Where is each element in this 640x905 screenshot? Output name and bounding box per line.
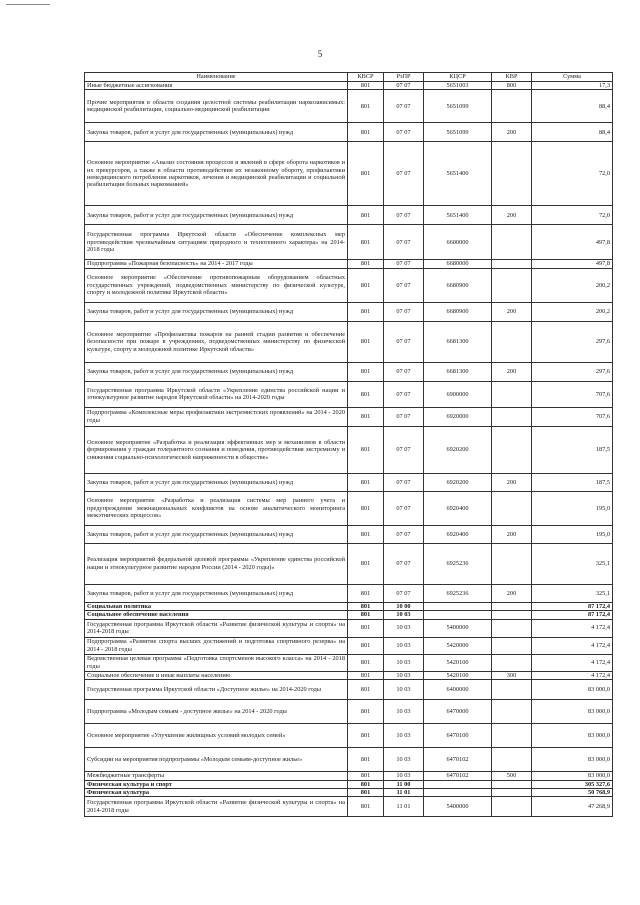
table-row xyxy=(85,407,613,426)
row-kcsr: 6920200 xyxy=(424,426,492,473)
table-row xyxy=(85,611,613,619)
row-sum: 305 327,6 xyxy=(532,780,613,788)
table-row xyxy=(85,225,613,260)
row-rzpr: 10 03 xyxy=(384,724,424,748)
row-rzpr: 10 03 xyxy=(384,748,424,772)
row-kvsr: 801 xyxy=(348,700,384,724)
row-kvr: 200 xyxy=(492,473,532,491)
row-sum: 83 000,0 xyxy=(532,772,613,780)
row-kvr: 300 xyxy=(492,671,532,679)
row-kvsr: 801 xyxy=(348,543,384,584)
row-kcsr: 5400000 xyxy=(424,797,492,817)
row-sum: 297,6 xyxy=(532,362,613,381)
row-sum: 83 000,0 xyxy=(532,748,613,772)
row-sum: 87 172,4 xyxy=(532,602,613,610)
table-row xyxy=(85,362,613,381)
row-sum: 17,3 xyxy=(532,82,613,90)
row-sum: 195,0 xyxy=(532,491,613,525)
row-kvr xyxy=(492,491,532,525)
table-row xyxy=(85,302,613,321)
table-row xyxy=(85,772,613,780)
row-kvsr: 801 xyxy=(348,671,384,679)
row-rzpr: 07 07 xyxy=(384,473,424,491)
row-name: Основное мероприятие «Улучшение жилищных условий молодых семей» xyxy=(85,724,348,748)
row-sum: 88,4 xyxy=(532,123,613,142)
row-name: Физическая культура xyxy=(85,788,348,796)
row-rzpr: 10 03 xyxy=(384,671,424,679)
row-kvsr: 801 xyxy=(348,268,384,302)
row-kvsr: 801 xyxy=(348,321,384,362)
row-name: Государственная программа Иркутской области «Укрепление единства российской нации и этнокультурное развитие народов Иркутской области» на 2014-2020 годы xyxy=(85,381,348,407)
row-name: Подпрограмма «Комплексные меры профилактики экстремистских проявлений» на 2014 - 2020 годы xyxy=(85,407,348,426)
table-row xyxy=(85,637,613,654)
column-header-kcsr: КЦСР xyxy=(424,73,492,82)
row-rzpr: 07 07 xyxy=(384,90,424,123)
row-rzpr: 07 07 xyxy=(384,381,424,407)
table-row xyxy=(85,671,613,679)
row-kvsr: 801 xyxy=(348,82,384,90)
row-name: Физическая культура и спорт xyxy=(85,780,348,788)
row-kcsr: 5420000 xyxy=(424,637,492,654)
row-kvsr: 801 xyxy=(348,584,384,602)
row-sum: 200,2 xyxy=(532,302,613,321)
row-name: Межбюджетные трансферты xyxy=(85,772,348,780)
row-kvr xyxy=(492,142,532,206)
row-rzpr: 07 07 xyxy=(384,268,424,302)
row-kcsr: 5651400 xyxy=(424,206,492,225)
row-rzpr: 07 07 xyxy=(384,142,424,206)
row-kvsr: 801 xyxy=(348,680,384,700)
row-kvsr: 801 xyxy=(348,637,384,654)
row-kvsr: 801 xyxy=(348,260,384,268)
row-rzpr: 11 00 xyxy=(384,780,424,788)
row-rzpr: 07 07 xyxy=(384,260,424,268)
table-row xyxy=(85,142,613,206)
page-number: 5 xyxy=(317,49,323,59)
row-kvr xyxy=(492,260,532,268)
row-kvr xyxy=(492,748,532,772)
row-kvr xyxy=(492,90,532,123)
table-row xyxy=(85,543,613,584)
row-sum: 497,8 xyxy=(532,225,613,260)
row-sum: 4 172,4 xyxy=(532,671,613,679)
row-kcsr: 5651003 xyxy=(424,82,492,90)
row-kvsr: 801 xyxy=(348,772,384,780)
row-kvr: 200 xyxy=(492,206,532,225)
row-kvsr: 801 xyxy=(348,142,384,206)
row-kvr xyxy=(492,407,532,426)
row-kvr xyxy=(492,543,532,584)
row-sum: 87 172,4 xyxy=(532,611,613,619)
row-kcsr: 5400000 xyxy=(424,619,492,637)
row-name: Реализация мероприятий федеральной целевой программы «Укрепление единства российской нации и этнокультурное развитие народов России (2014 - 2020 годы)» xyxy=(85,543,348,584)
row-rzpr: 07 07 xyxy=(384,362,424,381)
row-rzpr: 07 07 xyxy=(384,302,424,321)
row-kvr: 200 xyxy=(492,525,532,543)
row-kvr: 200 xyxy=(492,302,532,321)
table-row xyxy=(85,654,613,671)
row-rzpr: 10 03 xyxy=(384,680,424,700)
row-kvr xyxy=(492,611,532,619)
row-sum: 83 000,0 xyxy=(532,680,613,700)
row-kvr: 800 xyxy=(492,82,532,90)
row-rzpr: 07 07 xyxy=(384,491,424,525)
row-sum: 187,5 xyxy=(532,473,613,491)
row-sum: 325,1 xyxy=(532,543,613,584)
row-kvsr: 801 xyxy=(348,611,384,619)
row-rzpr: 10 03 xyxy=(384,619,424,637)
row-kvr: 200 xyxy=(492,362,532,381)
row-name: Социальная политика xyxy=(85,602,348,610)
row-rzpr: 07 07 xyxy=(384,225,424,260)
table-row xyxy=(85,748,613,772)
row-sum: 707,6 xyxy=(532,407,613,426)
table-row xyxy=(85,797,613,817)
row-kvr xyxy=(492,321,532,362)
row-rzpr: 10 00 xyxy=(384,602,424,610)
row-kcsr: 6925236 xyxy=(424,543,492,584)
row-name: Подпрограмма «Развитие спорта высших достижений и подготовка спортивного резерва» на 2014 - 2018 годы xyxy=(85,637,348,654)
row-name: Закупка товаров, работ и услуг для государственных (муниципальных) нужд xyxy=(85,123,348,142)
row-rzpr: 07 07 xyxy=(384,543,424,584)
row-kcsr: 6680000 xyxy=(424,260,492,268)
row-name: Основное мероприятие «Разработка и реализация эффективных мер и механизмов в области формирования у граждан толерантного сознания и поведения, противодействия экстремизму и снижения социально-психологической напряженности в обществе» xyxy=(85,426,348,473)
row-kvr xyxy=(492,780,532,788)
row-kvsr: 801 xyxy=(348,225,384,260)
row-kvsr: 801 xyxy=(348,654,384,671)
budget-table xyxy=(84,72,613,817)
row-kvr xyxy=(492,381,532,407)
row-kvsr: 801 xyxy=(348,206,384,225)
column-header-kvsr: КВСР xyxy=(348,73,384,82)
row-kcsr: 6681300 xyxy=(424,362,492,381)
row-name: Подпрограмма «Пожарная безопасность» на 2014 - 2017 годы xyxy=(85,260,348,268)
row-sum: 707,6 xyxy=(532,381,613,407)
row-kvr xyxy=(492,602,532,610)
row-sum: 187,5 xyxy=(532,426,613,473)
column-header-sum: Сумма xyxy=(532,73,613,82)
row-name: Государственная программа Иркутской области «Обеспечение комплексных мер противодействия чрезвычайным ситуациям природного и техногенного характера» на 2014-2018 годы xyxy=(85,225,348,260)
row-kcsr: 6600000 xyxy=(424,225,492,260)
table-row xyxy=(85,82,613,90)
row-rzpr: 07 07 xyxy=(384,525,424,543)
row-rzpr: 07 07 xyxy=(384,407,424,426)
row-sum: 50 768,9 xyxy=(532,788,613,796)
row-kcsr: 6920000 xyxy=(424,407,492,426)
table-header-row xyxy=(85,73,613,82)
column-header-name: Наименование xyxy=(85,73,348,82)
row-kcsr: 6925236 xyxy=(424,584,492,602)
row-kvr: 200 xyxy=(492,584,532,602)
row-kvr xyxy=(492,225,532,260)
row-kvr xyxy=(492,654,532,671)
table-row xyxy=(85,680,613,700)
row-rzpr: 10 03 xyxy=(384,637,424,654)
row-rzpr: 07 07 xyxy=(384,584,424,602)
row-rzpr: 10 03 xyxy=(384,700,424,724)
row-kvr xyxy=(492,637,532,654)
row-kcsr: 5651400 xyxy=(424,142,492,206)
table-row xyxy=(85,724,613,748)
row-kvsr: 801 xyxy=(348,90,384,123)
table-row xyxy=(85,260,613,268)
table-row xyxy=(85,426,613,473)
row-kcsr xyxy=(424,780,492,788)
table-row xyxy=(85,90,613,123)
row-rzpr: 11 01 xyxy=(384,797,424,817)
row-kvsr: 801 xyxy=(348,491,384,525)
row-name: Социальное обеспечение населения xyxy=(85,611,348,619)
row-kvsr: 801 xyxy=(348,788,384,796)
row-sum: 72,0 xyxy=(532,142,613,206)
row-sum: 72,0 xyxy=(532,206,613,225)
row-kvsr: 801 xyxy=(348,602,384,610)
column-header-rzpr: РзПР xyxy=(384,73,424,82)
row-name: Иные бюджетные ассигнования xyxy=(85,82,348,90)
row-sum: 47 268,9 xyxy=(532,797,613,817)
table-row xyxy=(85,788,613,796)
row-name: Закупка товаров, работ и услуг для государственных (муниципальных) нужд xyxy=(85,362,348,381)
row-sum: 88,4 xyxy=(532,90,613,123)
column-header-kvr: КВР xyxy=(492,73,532,82)
row-kvsr: 801 xyxy=(348,426,384,473)
row-name: Ведомственная целевая программа «Подготовка спортсменов высокого класса» на 2014 - 2018 годы xyxy=(85,654,348,671)
row-name: Основное мероприятие «Профилактика пожаров на ранней стадии развития и обеспечение безопасности при пожаре в учреждениях, подведомственных министерству по физической культуре, спорту и молодежной политике Иркутской области» xyxy=(85,321,348,362)
row-rzpr: 07 07 xyxy=(384,206,424,225)
row-kvr xyxy=(492,426,532,473)
row-name: Основное мероприятие «Разработка и реализация системы мер раннего учета и предупреждения межнациональных конфликтов на основе аналитического мониторинга межэтнических процессов» xyxy=(85,491,348,525)
row-kvsr: 801 xyxy=(348,780,384,788)
row-kvsr: 801 xyxy=(348,123,384,142)
row-name: Социальное обеспечение и иные выплаты населению xyxy=(85,671,348,679)
row-rzpr: 10 03 xyxy=(384,654,424,671)
row-name: Закупка товаров, работ и услуг для государственных (муниципальных) нужд xyxy=(85,473,348,491)
row-kcsr: 6680900 xyxy=(424,268,492,302)
row-rzpr: 07 07 xyxy=(384,123,424,142)
row-rzpr: 10 03 xyxy=(384,772,424,780)
row-kvr xyxy=(492,619,532,637)
row-kvr xyxy=(492,268,532,302)
row-kcsr: 5420100 xyxy=(424,654,492,671)
row-kcsr: 6681300 xyxy=(424,321,492,362)
row-kcsr: 5420100 xyxy=(424,671,492,679)
row-kvsr: 801 xyxy=(348,381,384,407)
table-row xyxy=(85,123,613,142)
table-row xyxy=(85,321,613,362)
row-kvsr: 801 xyxy=(348,748,384,772)
row-kvr: 500 xyxy=(492,772,532,780)
row-sum: 4 172,4 xyxy=(532,619,613,637)
row-sum: 4 172,4 xyxy=(532,637,613,654)
row-kvsr: 801 xyxy=(348,473,384,491)
row-kcsr: 6470000 xyxy=(424,700,492,724)
table-row xyxy=(85,206,613,225)
row-kcsr: 6400000 xyxy=(424,680,492,700)
row-name: Основное мероприятие «Анализ состояния процессов и явлений в сфере оборота наркотиков и их прекурсоров, а также в области противодействия их незаконному обороту, профилактики немедицинского потребления наркотиков, лечения и медицинской реабилитации и социальной реабилитации больных наркоманией» xyxy=(85,142,348,206)
row-rzpr: 07 07 xyxy=(384,321,424,362)
row-sum: 4 172,4 xyxy=(532,654,613,671)
row-kcsr: 5651099 xyxy=(424,123,492,142)
row-name: Государственная программа Иркутской области «Развитие физической культуры и спорта» на 2014-2018 годы xyxy=(85,797,348,817)
row-kvr xyxy=(492,788,532,796)
row-name: Субсидии на мероприятия подпрограммы «Молодым семьям-доступное жилье» xyxy=(85,748,348,772)
scan-edge-mark xyxy=(6,4,50,5)
table-row xyxy=(85,780,613,788)
row-sum: 200,2 xyxy=(532,268,613,302)
row-kcsr: 6680900 xyxy=(424,302,492,321)
row-kcsr: 6920400 xyxy=(424,525,492,543)
row-rzpr: 07 07 xyxy=(384,426,424,473)
row-name: Прочие мероприятия в области создания целостной системы реабилитации наркозависимых: медицинской реабилитации, социально-медицинской реабилитации xyxy=(85,90,348,123)
row-kvr xyxy=(492,700,532,724)
row-kcsr xyxy=(424,611,492,619)
row-name: Закупка товаров, работ и услуг для государственных (муниципальных) нужд xyxy=(85,584,348,602)
row-sum: 195,0 xyxy=(532,525,613,543)
row-kvsr: 801 xyxy=(348,407,384,426)
row-kcsr: 6920200 xyxy=(424,473,492,491)
table-body xyxy=(85,82,613,817)
row-rzpr: 07 07 xyxy=(384,82,424,90)
table-row xyxy=(85,268,613,302)
table-row xyxy=(85,700,613,724)
row-kvsr: 801 xyxy=(348,362,384,381)
row-name: Закупка товаров, работ и услуг для государственных (муниципальных) нужд xyxy=(85,206,348,225)
table-row xyxy=(85,525,613,543)
table-row xyxy=(85,584,613,602)
row-name: Государственная программа Иркутской области «Развитие физической культуры и спорта» на 2014-2018 годы xyxy=(85,619,348,637)
row-name: Государственная программа Иркутской области «Доступное жилье» на 2014-2020 годы xyxy=(85,680,348,700)
row-kcsr: 6470100 xyxy=(424,724,492,748)
row-kcsr: 6900000 xyxy=(424,381,492,407)
row-sum: 83 000,0 xyxy=(532,724,613,748)
row-kvr: 200 xyxy=(492,123,532,142)
row-kcsr: 6470102 xyxy=(424,772,492,780)
row-rzpr: 10 03 xyxy=(384,611,424,619)
row-kvsr: 801 xyxy=(348,525,384,543)
row-name: Подпрограмма «Молодым семьям - доступное жилье» на 2014 - 2020 годы xyxy=(85,700,348,724)
table-row xyxy=(85,381,613,407)
row-rzpr: 11 01 xyxy=(384,788,424,796)
row-sum: 497,8 xyxy=(532,260,613,268)
row-kvr xyxy=(492,724,532,748)
table-row xyxy=(85,602,613,610)
row-kvsr: 801 xyxy=(348,302,384,321)
row-name: Основное мероприятие «Обеспечение противопожарным оборудованием областных государственных учреждений, подведомственных министерству по физической культуре, спорту и молодежной политике Иркутской области» xyxy=(85,268,348,302)
row-kcsr: 5651099 xyxy=(424,90,492,123)
row-kvr xyxy=(492,680,532,700)
table-row xyxy=(85,619,613,637)
row-kcsr: 6920400 xyxy=(424,491,492,525)
row-kcsr: 6470102 xyxy=(424,748,492,772)
table-row xyxy=(85,491,613,525)
row-sum: 297,6 xyxy=(532,321,613,362)
row-kvsr: 801 xyxy=(348,797,384,817)
row-name: Закупка товаров, работ и услуг для государственных (муниципальных) нужд xyxy=(85,525,348,543)
row-sum: 325,1 xyxy=(532,584,613,602)
row-sum: 83 000,0 xyxy=(532,700,613,724)
row-kcsr xyxy=(424,602,492,610)
table-row xyxy=(85,473,613,491)
row-kvr xyxy=(492,797,532,817)
row-name: Закупка товаров, работ и услуг для государственных (муниципальных) нужд xyxy=(85,302,348,321)
row-kcsr xyxy=(424,788,492,796)
row-kvsr: 801 xyxy=(348,724,384,748)
row-kvsr: 801 xyxy=(348,619,384,637)
